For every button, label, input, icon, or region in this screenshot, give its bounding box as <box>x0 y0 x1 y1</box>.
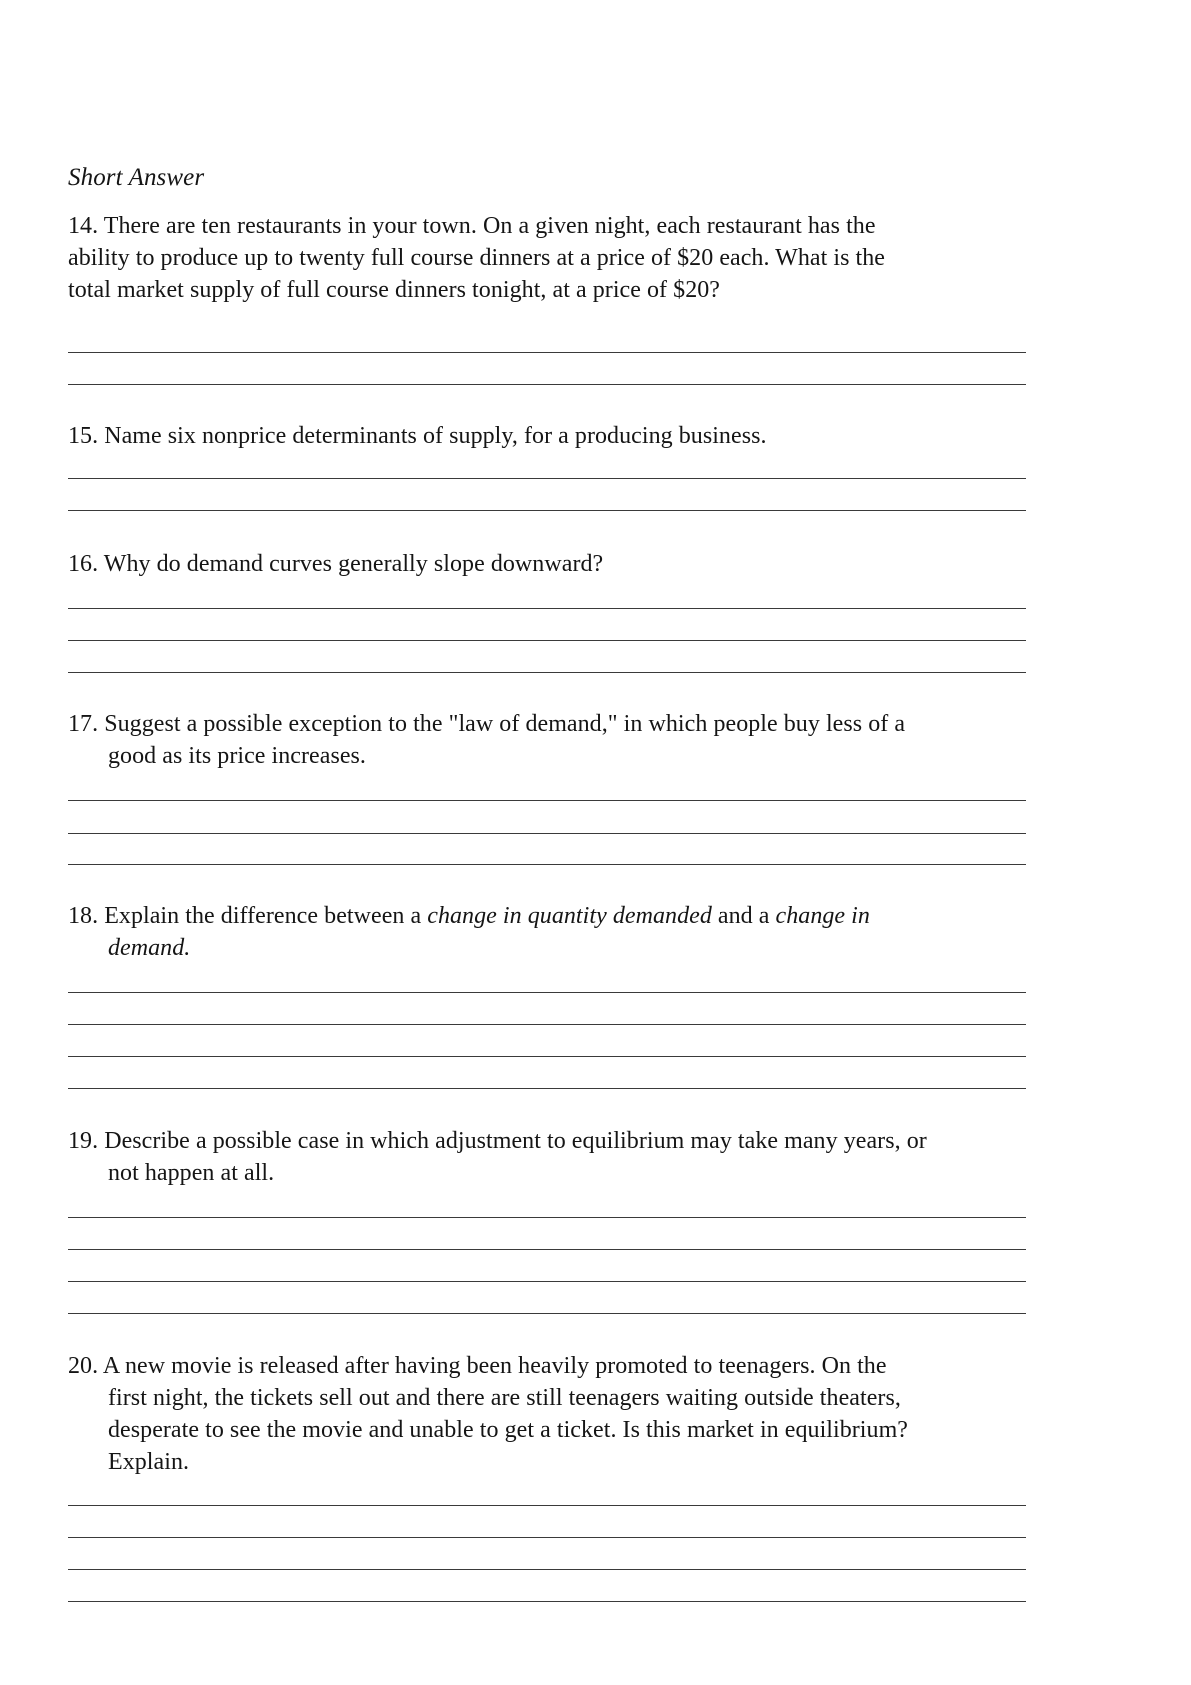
question-18-line-1 <box>68 900 1028 932</box>
answer-line[interactable] <box>68 1601 1026 1602</box>
question-16-line-1: 16. Why do demand curves generally slope downward? <box>68 551 604 577</box>
answer-line[interactable] <box>68 833 1026 834</box>
question-18 <box>68 900 1028 964</box>
answer-line[interactable] <box>68 384 1026 385</box>
question-14-line-3: total market supply of full course dinners tonight, at a price of $20? <box>68 277 720 303</box>
answer-line[interactable] <box>68 672 1026 673</box>
question-20 <box>68 1350 1028 1478</box>
question-18-text-a: 18. Explain the difference between a <box>68 903 428 929</box>
question-15 <box>68 420 1028 452</box>
answer-line[interactable] <box>68 640 1026 641</box>
question-18-term-demand: demand. <box>108 935 191 961</box>
answer-line[interactable] <box>68 1537 1026 1538</box>
question-17 <box>68 708 1028 772</box>
question-16 <box>68 548 1028 580</box>
answer-line[interactable] <box>68 800 1026 801</box>
question-18-text-b: and a <box>711 903 776 929</box>
answer-line[interactable] <box>68 864 1026 865</box>
answer-line[interactable] <box>68 1249 1026 1250</box>
answer-line[interactable] <box>68 608 1026 609</box>
answer-line[interactable] <box>68 1281 1026 1282</box>
answer-line[interactable] <box>68 992 1026 993</box>
question-20-line-4: Explain. <box>108 1449 190 1475</box>
answer-line[interactable] <box>68 1505 1026 1506</box>
question-17-line-2: good as its price increases. <box>108 743 366 769</box>
answer-line[interactable] <box>68 510 1026 511</box>
question-20-line-2: first night, the tickets sell out and there are still teenagers waiting outside theaters, <box>108 1385 901 1411</box>
question-18-term-quantity-demanded: change in quantity demanded <box>427 903 712 929</box>
answer-line[interactable] <box>68 1024 1026 1025</box>
question-18-line-2 <box>68 932 1028 964</box>
question-17-line-1: 17. Suggest a possible exception to the "law of demand," in which people buy less of a <box>68 711 906 737</box>
question-15-line-1: 15. Name six nonprice determinants of supply, for a producing business. <box>68 423 767 449</box>
answer-line[interactable] <box>68 352 1026 353</box>
question-20-line-3: desperate to see the movie and unable to get a ticket. Is this market in equilibrium? <box>108 1417 908 1443</box>
question-20-line-1: 20. A new movie is released after having been heavily promoted to teenagers. On the <box>68 1353 887 1379</box>
answer-line[interactable] <box>68 1569 1026 1570</box>
answer-line[interactable] <box>68 1217 1026 1218</box>
section-title: Short Answer <box>68 164 205 191</box>
question-14 <box>68 210 1028 306</box>
question-18-term-change-in: change in <box>775 903 870 929</box>
question-19-line-1: 19. Describe a possible case in which adjustment to equilibrium may take many years, or <box>68 1128 927 1154</box>
question-19-line-2: not happen at all. <box>108 1160 275 1186</box>
answer-line[interactable] <box>68 1313 1026 1314</box>
answer-line[interactable] <box>68 1056 1026 1057</box>
question-19 <box>68 1125 1028 1189</box>
question-14-line-2: ability to produce up to twenty full course dinners at a price of $20 each. What is the <box>68 245 885 271</box>
answer-line[interactable] <box>68 478 1026 479</box>
answer-line[interactable] <box>68 1088 1026 1089</box>
question-14-line-1: 14. There are ten restaurants in your town. On a given night, each restaurant has the <box>68 213 876 239</box>
